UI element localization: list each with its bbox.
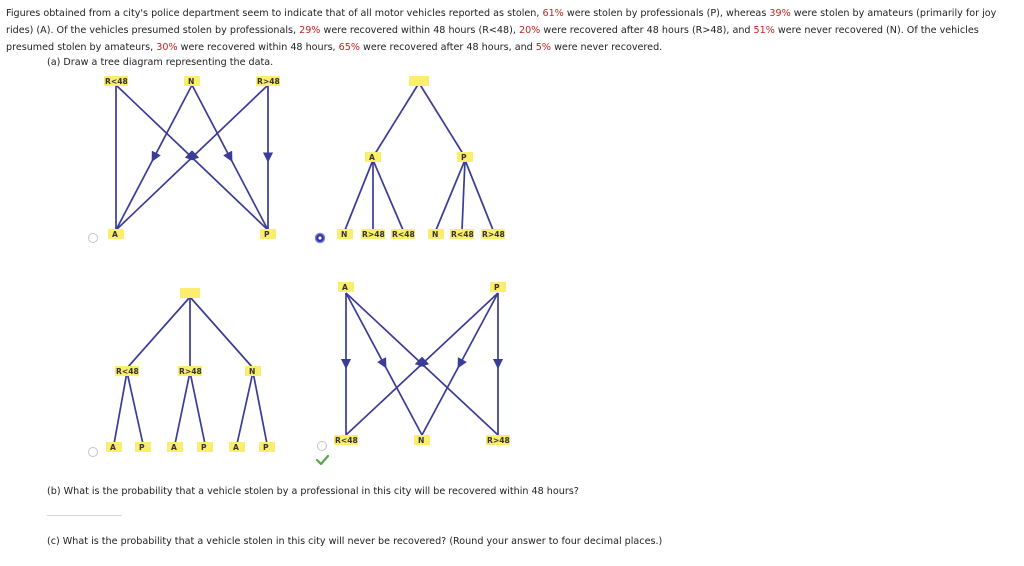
intro-text: were recovered after 48 hours, and <box>360 42 536 53</box>
node-r-lt-48: R<48 <box>116 367 139 376</box>
node-a: A <box>112 230 118 239</box>
node-p: P <box>263 443 269 452</box>
intro-text: were recovered within 48 hours, <box>177 42 339 53</box>
node-n: N <box>341 230 348 239</box>
node-r-lt-48: R<48 <box>105 77 128 86</box>
pct-p-recovered-within: 29% <box>299 25 321 36</box>
question-a: (a) Draw a tree diagram representing the data. <box>47 57 274 68</box>
pct-p-recovered-after: 20% <box>518 25 541 36</box>
intro-text: were recovered within 48 hours (R<48), <box>320 25 519 36</box>
node-a: A <box>233 443 239 452</box>
root-node-box <box>180 288 200 298</box>
root-node-box <box>409 76 429 86</box>
node-r-lt-48: R<48 <box>451 230 474 239</box>
option-2-diagram <box>337 76 505 239</box>
node-r-lt-48: R<48 <box>335 436 358 445</box>
node-a: A <box>369 153 375 162</box>
intro-text: were recovered after 48 hours (R>48), and <box>540 25 754 36</box>
question-b: (b) What is the probability that a vehicle stolen by a professional in this city will be recovered within 48 hours? <box>47 486 579 497</box>
pct-p-never: 51% <box>753 25 775 36</box>
option-3-diagram <box>106 288 275 452</box>
node-r-lt-48: R<48 <box>392 230 415 239</box>
pct-a-recovered-after: 65% <box>338 42 360 53</box>
option-4-radio[interactable] <box>318 442 327 451</box>
node-p: P <box>201 443 207 452</box>
node-r-gt-48: R>48 <box>362 230 385 239</box>
pct-professional: 61% <box>542 8 564 19</box>
node-n: N <box>249 367 256 376</box>
intro-text: were stolen by amateurs (primarily for joy rides) (A). Of the vehicles presumed stolen by professionals, <box>6 8 997 36</box>
option-1-radio[interactable] <box>89 234 98 243</box>
intro-text: were never recovered (N). Of the vehicles presumed stolen by amateurs, <box>6 25 979 53</box>
option-3-radio[interactable] <box>89 448 98 457</box>
node-r-gt-48: R>48 <box>482 230 505 239</box>
node-a: A <box>171 443 177 452</box>
node-p: P <box>461 153 467 162</box>
node-n: N <box>188 77 195 86</box>
pct-amateur: 39% <box>769 8 791 19</box>
intro-text: Figures obtained from a city's police department seem to indicate that of all motor vehicles reported as stolen, <box>6 8 543 19</box>
node-p: P <box>139 443 145 452</box>
radio-selected-icon <box>318 236 321 239</box>
node-r-gt-48: R>48 <box>179 367 202 376</box>
question-c: (c) What is the probability that a vehicle stolen in this city will never be recovered? (Round your answer to four decimal places.) <box>47 536 663 547</box>
node-n: N <box>432 230 439 239</box>
node-n: N <box>418 436 425 445</box>
node-p: P <box>264 230 270 239</box>
pct-a-recovered-within: 30% <box>156 42 178 53</box>
node-a: A <box>342 283 348 292</box>
node-p: P <box>494 283 500 292</box>
answer-b-input[interactable] <box>47 515 122 516</box>
node-a: A <box>110 443 116 452</box>
intro-text: were stolen by professionals (P), whereas <box>563 8 770 19</box>
option-4-diagram <box>334 282 510 445</box>
node-r-gt-48: R>48 <box>487 436 510 445</box>
checkmark-icon <box>317 456 328 464</box>
option-1-diagram <box>104 76 280 239</box>
pct-a-never: 5% <box>535 42 552 53</box>
node-r-gt-48: R>48 <box>257 77 280 86</box>
intro-text: were never recovered. <box>551 42 663 53</box>
